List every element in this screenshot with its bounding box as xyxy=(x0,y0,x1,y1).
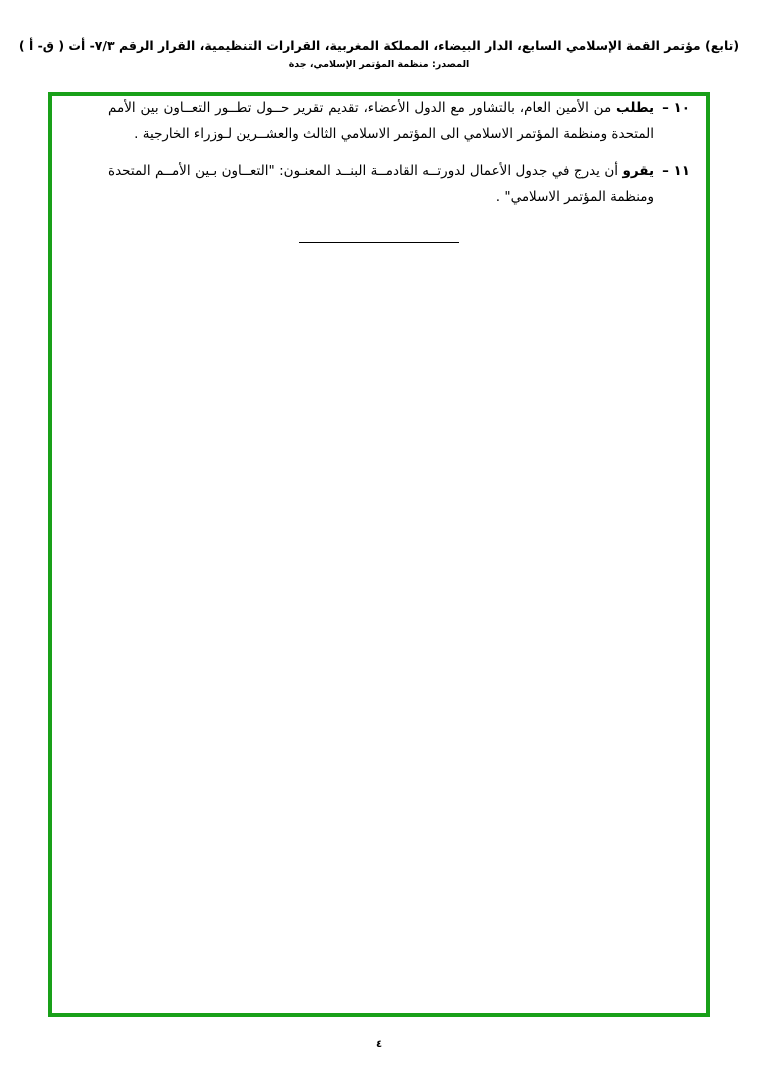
header-source: المصدر: منظمة المؤتمر الإسلامي، جدة xyxy=(288,59,470,70)
clause-rest: من الأمين العام، بالتشاور مع الدول الأعضاء، تقديم تقرير حــول تطــور التعــاون بين الأمم المتحدة ومنظمة المؤتمر الاسلامي الى المؤتمر الاسلامي الثالث والعشــرين لـوزراء الخارجية . xyxy=(108,100,655,143)
clause-number: ١٠ – xyxy=(662,100,690,116)
page-number: ٤ xyxy=(375,1039,383,1050)
clause-text xyxy=(108,95,654,148)
clause-number: ١١ – xyxy=(662,162,690,179)
header-title: (تابع) مؤتمر القمة الإسلامي السابع، الدار البيضاء، المملكة المغربية، القرارات التنظيمية، القرار الرقم ٧/٣- أت ( ق- أ ) xyxy=(18,38,740,53)
page-header xyxy=(0,38,758,70)
section-separator xyxy=(108,228,690,247)
clause-verb: يطلب xyxy=(616,100,655,116)
separator-rule xyxy=(299,242,459,243)
document-body xyxy=(108,95,690,247)
clause-item xyxy=(108,95,690,148)
clause-verb: يقرو xyxy=(622,162,655,179)
clause-text xyxy=(108,158,654,211)
clause-item xyxy=(108,158,690,211)
clause-rest: أن يدرج في جدول الأعمال لدورتــه القادمــة البنــد المعنـون: "التعــاون بـين الأمــم المتحدة ومنظمة المؤتمر الاسلامي" . xyxy=(108,162,655,205)
